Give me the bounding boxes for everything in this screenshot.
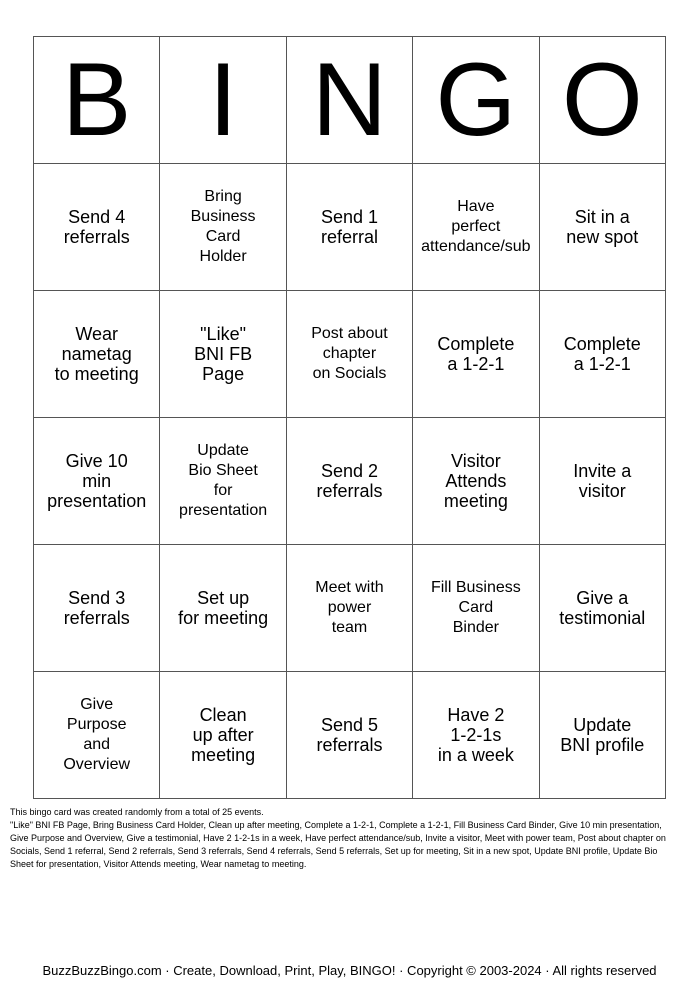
bingo-cell: Send 5 referrals <box>286 672 412 799</box>
bingo-cell: Give 10 min presentation <box>34 418 160 545</box>
bingo-cell: Send 4 referrals <box>34 164 160 291</box>
card-info <box>10 806 682 871</box>
bingo-cell: Wear nametag to meeting <box>34 291 160 418</box>
bingo-row <box>34 418 666 545</box>
bingo-row <box>34 164 666 291</box>
bingo-cell: Bring Business Card Holder <box>160 164 286 291</box>
card-info-summary: This bingo card was created randomly from a total of 25 events. <box>10 807 264 817</box>
bingo-cell: Have perfect attendance/sub <box>413 164 539 291</box>
bingo-row <box>34 672 666 799</box>
bingo-cell: Complete a 1-2-1 <box>413 291 539 418</box>
bingo-cell: Send 3 referrals <box>34 545 160 672</box>
bingo-cell: Sit in a new spot <box>539 164 665 291</box>
header-letter-n: N <box>286 37 412 164</box>
bingo-cell: Update BNI profile <box>539 672 665 799</box>
header-letter-i: I <box>160 37 286 164</box>
bingo-cell: Have 2 1-2-1s in a week <box>413 672 539 799</box>
bingo-cell: Clean up after meeting <box>160 672 286 799</box>
bingo-cell: Send 1 referral <box>286 164 412 291</box>
bingo-card <box>33 36 666 799</box>
bingo-cell: Complete a 1-2-1 <box>539 291 665 418</box>
bingo-cell: Visitor Attends meeting <box>413 418 539 545</box>
bingo-cell: "Like" BNI FB Page <box>160 291 286 418</box>
card-info-event-list: "Like" BNI FB Page, Bring Business Card Holder, Clean up after meeting, Complete a 1-2-1, Complete a 1-2-1, Fill Business Card Binder, Give 10 min presentation, Give Purpose and Overview, Give a testimonial, Have 2 1-2-1s in a week, Have perfect attendance/sub, Invite a visitor, Meet with power team, Post about chapter on Socials, Send 1 referral, Send 2 referrals, Send 3 referrals, Send 4 referrals, Send 5 referrals, Set up for meeting, Sit in a new spot, Update BNI profile, Update Bio Sheet for presentation, Visitor Attends meeting, Wear nametag to meeting. <box>10 820 666 869</box>
bingo-cell: Invite a visitor <box>539 418 665 545</box>
bingo-cell: Fill Business Card Binder <box>413 545 539 672</box>
bingo-cell: Set up for meeting <box>160 545 286 672</box>
bingo-row <box>34 291 666 418</box>
bingo-cell: Meet with power team <box>286 545 412 672</box>
bingo-header-row <box>34 37 666 164</box>
footer-copyright: BuzzBuzzBingo.com · Create, Download, Print, Play, BINGO! · Copyright © 2003-2024 · All rights reserved <box>42 963 657 978</box>
header-letter-o: O <box>539 37 665 164</box>
bingo-cell: Post about chapter on Socials <box>286 291 412 418</box>
bingo-cell: Update Bio Sheet for presentation <box>160 418 286 545</box>
header-letter-b: B <box>34 37 160 164</box>
bingo-cell: Give Purpose and Overview <box>34 672 160 799</box>
bingo-cell: Send 2 referrals <box>286 418 412 545</box>
bingo-cell: Give a testimonial <box>539 545 665 672</box>
header-letter-g: G <box>413 37 539 164</box>
bingo-grid <box>34 164 666 799</box>
bingo-row <box>34 545 666 672</box>
